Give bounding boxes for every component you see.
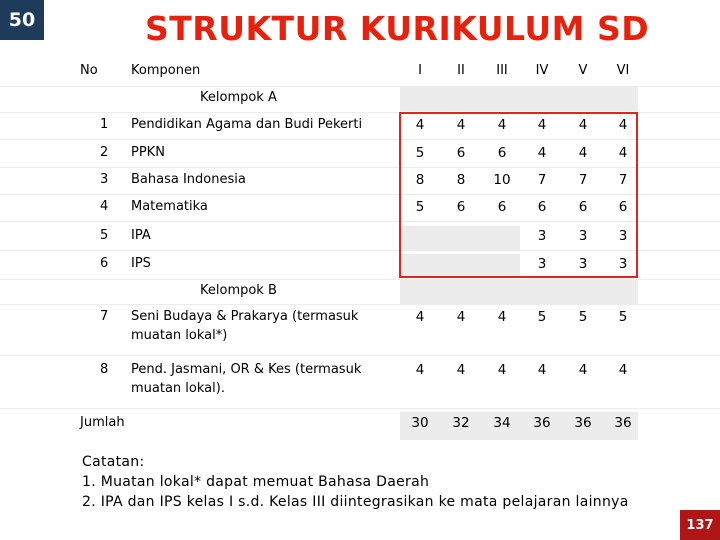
row-value: 3 bbox=[618, 228, 628, 244]
row-value: 7 bbox=[578, 172, 588, 188]
header-grade: II bbox=[457, 63, 465, 78]
row-value: 8 bbox=[456, 172, 466, 188]
row-value: 4 bbox=[537, 145, 547, 161]
total-label: Jumlah bbox=[80, 415, 125, 430]
row-value: 4 bbox=[578, 362, 588, 378]
row-value: 4 bbox=[537, 362, 547, 378]
row-number: 6 bbox=[100, 256, 109, 271]
row-number: 3 bbox=[100, 172, 109, 187]
highlight-box bbox=[399, 112, 638, 278]
slide-number-badge: 50 bbox=[0, 0, 44, 40]
notes-heading: Catatan: bbox=[82, 454, 145, 470]
row-value: 10 bbox=[493, 172, 511, 188]
note-item: 1. Muatan lokal* dapat memuat Bahasa Daerah bbox=[82, 474, 430, 490]
row-divider bbox=[0, 279, 720, 280]
row-value: 4 bbox=[415, 309, 425, 325]
shaded-cell bbox=[400, 87, 638, 111]
row-value: 6 bbox=[456, 145, 466, 161]
row-subject: muatan lokal). bbox=[131, 381, 225, 396]
row-subject: Bahasa Indonesia bbox=[131, 172, 246, 187]
row-number: 7 bbox=[100, 309, 109, 324]
row-value: 4 bbox=[578, 145, 588, 161]
row-value: 3 bbox=[537, 256, 547, 272]
row-number: 8 bbox=[100, 362, 109, 377]
header-grade: IV bbox=[535, 63, 549, 78]
row-divider bbox=[0, 86, 720, 87]
row-value: 4 bbox=[456, 362, 466, 378]
row-subject: IPS bbox=[131, 256, 151, 271]
total-value: 36 bbox=[533, 415, 551, 431]
group-b-label: Kelompok B bbox=[200, 283, 277, 298]
row-value: 4 bbox=[497, 309, 507, 325]
row-value: 6 bbox=[578, 199, 588, 215]
row-value: 3 bbox=[578, 256, 588, 272]
row-value: 4 bbox=[456, 117, 466, 133]
row-value: 4 bbox=[578, 117, 588, 133]
row-subject: Pend. Jasmani, OR & Kes (termasuk bbox=[131, 362, 362, 377]
row-value: 5 bbox=[537, 309, 547, 325]
row-subject: Seni Budaya & Prakarya (termasuk bbox=[131, 309, 359, 324]
row-value: 6 bbox=[497, 199, 507, 215]
row-value: 4 bbox=[618, 145, 628, 161]
shaded-cell bbox=[400, 280, 638, 304]
row-value: 3 bbox=[618, 256, 628, 272]
row-value: 6 bbox=[537, 199, 547, 215]
row-value: 5 bbox=[578, 309, 588, 325]
row-divider bbox=[0, 304, 720, 305]
row-number: 5 bbox=[100, 228, 109, 243]
header-komponen: Komponen bbox=[131, 63, 201, 78]
row-value: 5 bbox=[415, 145, 425, 161]
row-value: 4 bbox=[497, 362, 507, 378]
row-value: 7 bbox=[537, 172, 547, 188]
header-no: No bbox=[80, 63, 98, 78]
total-value: 34 bbox=[493, 415, 511, 431]
row-subject: Matematika bbox=[131, 199, 208, 214]
row-value: 4 bbox=[497, 117, 507, 133]
row-value: 4 bbox=[618, 362, 628, 378]
header-grade: III bbox=[496, 63, 508, 78]
row-subject: PPKN bbox=[131, 145, 165, 160]
row-value: 7 bbox=[618, 172, 628, 188]
row-divider bbox=[0, 355, 720, 356]
row-value: 4 bbox=[415, 117, 425, 133]
slide-title: STRUKTUR KURIKULUM SD bbox=[145, 9, 650, 48]
row-value: 4 bbox=[415, 362, 425, 378]
header-grade: V bbox=[578, 63, 588, 78]
total-value: 32 bbox=[452, 415, 470, 431]
row-divider bbox=[0, 408, 720, 409]
row-value: 4 bbox=[537, 117, 547, 133]
total-value: 36 bbox=[614, 415, 632, 431]
row-subject: IPA bbox=[131, 228, 151, 243]
row-value: 8 bbox=[415, 172, 425, 188]
row-value: 4 bbox=[618, 117, 628, 133]
row-value: 4 bbox=[456, 309, 466, 325]
row-subject: Pendidikan Agama dan Budi Pekerti bbox=[131, 117, 363, 132]
row-value: 5 bbox=[415, 199, 425, 215]
row-value: 6 bbox=[497, 145, 507, 161]
group-a-label: Kelompok A bbox=[200, 90, 277, 105]
row-number: 1 bbox=[100, 117, 109, 132]
header-grade: I bbox=[418, 63, 422, 78]
total-value: 36 bbox=[574, 415, 592, 431]
row-subject: muatan lokal*) bbox=[131, 328, 228, 343]
page-number-badge: 137 bbox=[680, 510, 720, 540]
row-number: 4 bbox=[100, 199, 109, 214]
row-number: 2 bbox=[100, 145, 109, 160]
row-value: 5 bbox=[618, 309, 628, 325]
header-grade: VI bbox=[616, 63, 630, 78]
row-value: 3 bbox=[578, 228, 588, 244]
total-value: 30 bbox=[411, 415, 429, 431]
row-value: 6 bbox=[618, 199, 628, 215]
row-value: 6 bbox=[456, 199, 466, 215]
row-value: 3 bbox=[537, 228, 547, 244]
note-item: 2. IPA dan IPS kelas I s.d. Kelas III diintegrasikan ke mata pelajaran lainnya bbox=[82, 494, 629, 510]
notes bbox=[82, 452, 629, 512]
